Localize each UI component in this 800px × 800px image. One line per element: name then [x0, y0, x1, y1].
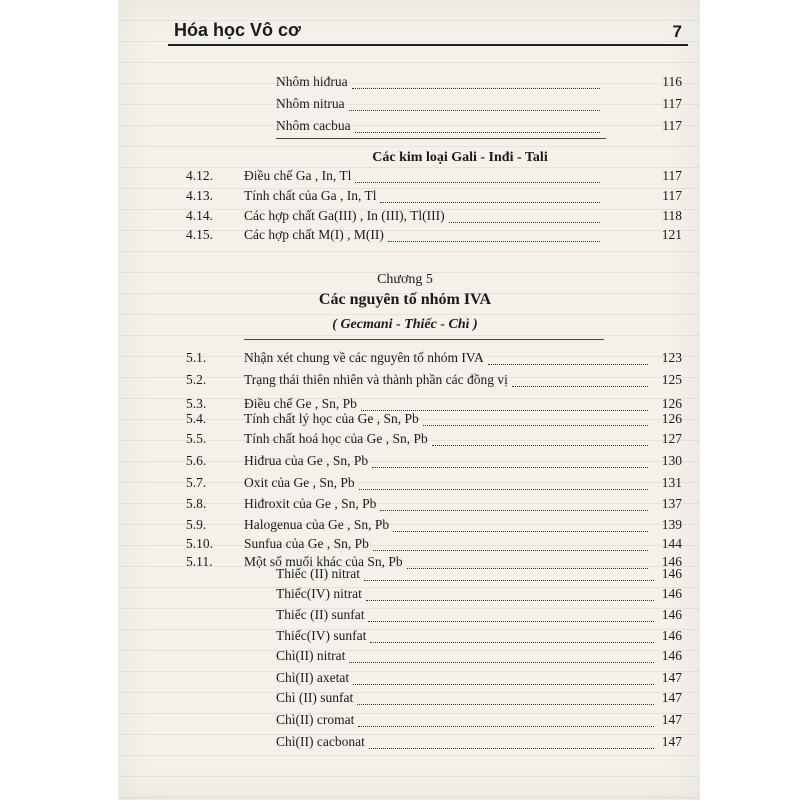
toc-entry-title: Tính chất hoá học của Ge , Sn, Pb [244, 431, 428, 446]
toc-entry[interactable] [0, 168, 800, 186]
toc-entry-number: 5.2. [186, 372, 207, 387]
toc-entry[interactable] [0, 690, 800, 708]
toc-entry-title: Nhận xét chung về các nguyên tố nhóm IVA [244, 350, 484, 365]
toc-entry-page: 131 [661, 475, 682, 490]
toc-entry[interactable] [0, 734, 800, 752]
toc-entry-page: 139 [661, 517, 682, 532]
toc-leader-dots [449, 221, 600, 223]
toc-entry-number: 5.4. [186, 411, 207, 426]
toc-entry-title: Điều chế Ga , In, Tl [244, 168, 352, 183]
toc-entry-number: 4.14. [186, 208, 213, 223]
toc-entry-title: Nhôm nitrua [276, 96, 345, 111]
toc-leader-dots [364, 579, 654, 581]
toc-entry-title: Hiđroxit của Ge , Sn, Pb [244, 496, 377, 511]
toc-leader-dots [393, 530, 648, 532]
toc-entry-title: Chì(II) cacbonat [276, 734, 365, 749]
toc-entry-number: 5.9. [186, 517, 207, 532]
toc-entry-title: Hiđrua của Ge , Sn, Pb [244, 453, 369, 468]
toc-entry-number: 4.13. [186, 188, 213, 203]
toc-entry[interactable] [0, 496, 800, 514]
toc-entry-title: Oxit của Ge , Sn, Pb [244, 475, 355, 490]
toc-entry-page: 127 [661, 431, 682, 446]
toc-leader-dots [373, 549, 648, 551]
header-rule [168, 44, 688, 46]
toc-leader-dots [366, 599, 654, 601]
toc-entry[interactable] [0, 586, 800, 604]
toc-entry-page: 123 [661, 350, 682, 365]
page-number: 7 [672, 22, 682, 41]
toc-entry-page: 146 [661, 628, 682, 643]
toc-entry-number: 4.12. [186, 168, 213, 183]
toc-entry[interactable] [0, 350, 800, 368]
toc-entry-title: Chì(II) cromat [276, 712, 355, 727]
toc-leader-dots [369, 747, 654, 749]
toc-entry-page: 130 [661, 453, 682, 468]
toc-entry-number: 5.7. [186, 475, 207, 490]
toc-entry-number: 5.10. [186, 536, 213, 551]
toc-entry-title: Thiếc (II) sunfat [276, 607, 365, 622]
section-heading: Các kim loại Gali - Inđi - Tali [372, 150, 548, 165]
toc-entry[interactable] [0, 670, 800, 688]
toc-leader-dots [380, 201, 600, 203]
toc-leader-dots [358, 725, 654, 727]
toc-entry[interactable] [0, 431, 800, 449]
toc-entry-title: Các hợp chất M(I) , M(II) [244, 227, 384, 242]
toc-leader-dots [355, 181, 600, 183]
toc-leader-dots [368, 620, 654, 622]
toc-entry-page: 147 [661, 670, 682, 685]
toc-leader-dots [432, 444, 648, 446]
toc-entry[interactable] [0, 453, 800, 471]
toc-entry-page: 117 [662, 188, 682, 203]
toc-leader-dots [359, 488, 648, 490]
toc-entry-number: 4.15. [186, 227, 213, 242]
section-divider [276, 138, 606, 139]
toc-entry-title: Các hợp chất Ga(III) , In (III), Tl(III) [244, 208, 445, 223]
toc-entry-title: Trạng thái thiên nhiên và thành phần các đồng vị [244, 372, 508, 387]
toc-entry[interactable] [0, 566, 800, 584]
toc-entry-page: 146 [661, 648, 682, 663]
toc-entry-title: Sunfua của Ge , Sn, Pb [244, 536, 369, 551]
toc-entry-number: 5.5. [186, 431, 207, 446]
toc-leader-dots [423, 424, 648, 426]
toc-entry-title: Một số muối khác của Sn, Pb [244, 554, 403, 569]
toc-leader-dots [349, 661, 654, 663]
toc-entry-number: 5.8. [186, 496, 207, 511]
toc-entry-page: 146 [661, 554, 682, 569]
toc-entry-title: Chì (II) sunfat [276, 690, 354, 705]
toc-leader-dots [352, 87, 600, 89]
toc-entry-page: 126 [661, 396, 682, 411]
toc-entry[interactable] [0, 536, 800, 554]
toc-entry[interactable] [0, 475, 800, 493]
toc-entry[interactable] [0, 372, 800, 390]
toc-entry[interactable] [0, 227, 800, 245]
toc-entry-number: 5.1. [186, 350, 207, 365]
toc-entry-number: 5.11. [186, 554, 213, 569]
toc-entry-title: Halogenua của Ge , Sn, Pb [244, 517, 390, 532]
toc-entry[interactable] [0, 517, 800, 535]
book-title: Hóa học Vô cơ [174, 20, 301, 40]
toc-leader-dots [388, 240, 600, 242]
toc-leader-dots [512, 385, 648, 387]
toc-entry-title: Điều chế Ge , Sn, Pb [244, 396, 357, 411]
page-header [168, 14, 688, 46]
toc-leader-dots [357, 703, 654, 705]
toc-entry-page: 117 [662, 168, 682, 183]
toc-entry-page: 147 [661, 712, 682, 727]
toc-entry-page: 121 [661, 227, 682, 242]
toc-entry-title: Thiếc (II) nitrat [276, 566, 360, 581]
toc-leader-dots [370, 641, 654, 643]
toc-leader-dots [380, 509, 648, 511]
toc-entry-page: 126 [661, 411, 682, 426]
toc-entry-page: 144 [661, 536, 682, 551]
toc-entry-title: Tính chất lý học của Ge , Sn, Pb [244, 411, 419, 426]
toc-entry-number: 5.6. [186, 453, 207, 468]
chapter-divider [244, 339, 604, 340]
toc-entry-title: Thiếc(IV) sunfat [276, 628, 367, 643]
toc-entry-page: 137 [661, 496, 682, 511]
toc-entry-title: Thiếc(IV) nitrat [276, 586, 362, 601]
toc-entry-number: 5.3. [186, 396, 207, 411]
toc-entry-page: 116 [662, 74, 682, 89]
toc-entry-page: 146 [661, 607, 682, 622]
toc-leader-dots [349, 109, 600, 111]
toc-entry-page: 146 [661, 586, 682, 601]
toc-entry-page: 118 [662, 208, 682, 223]
toc-entry-title: Tính chất của Ga , In, Tl [244, 188, 377, 203]
toc-entry[interactable] [0, 208, 800, 226]
toc-entry-page: 117 [662, 118, 682, 133]
chapter-heading: Các nguyên tố nhóm IVA [318, 291, 492, 308]
toc-entry-page: 125 [661, 372, 682, 387]
toc-entry[interactable] [0, 628, 800, 646]
toc-entry-page: 117 [662, 96, 682, 111]
chapter-label: Chương 5 [377, 272, 433, 287]
toc-leader-dots [355, 131, 600, 133]
toc-entry[interactable] [0, 118, 800, 136]
toc-entry[interactable] [0, 607, 800, 625]
toc-leader-dots [488, 363, 648, 365]
toc-leader-dots [372, 466, 648, 468]
toc-entry-title: Nhôm cacbua [276, 118, 351, 133]
toc-entry-page: 146 [661, 566, 682, 581]
toc-entry-title: Chì(II) nitrat [276, 648, 346, 663]
toc-entry[interactable] [0, 648, 800, 666]
toc-entry-page: 147 [661, 690, 682, 705]
toc-entry-title: Chì(II) axetat [276, 670, 350, 685]
toc-entry-title: Nhôm hiđrua [276, 74, 348, 89]
toc-entry[interactable] [0, 712, 800, 730]
toc-entry[interactable] [0, 188, 800, 206]
toc-entry[interactable] [0, 96, 800, 114]
chapter-subheading: ( Gecmani - Thiếc - Chì ) [332, 317, 478, 332]
toc-entry-page: 147 [661, 734, 682, 749]
toc-entry[interactable] [0, 74, 800, 92]
toc-entry[interactable] [0, 411, 800, 429]
toc-leader-dots [353, 683, 654, 685]
